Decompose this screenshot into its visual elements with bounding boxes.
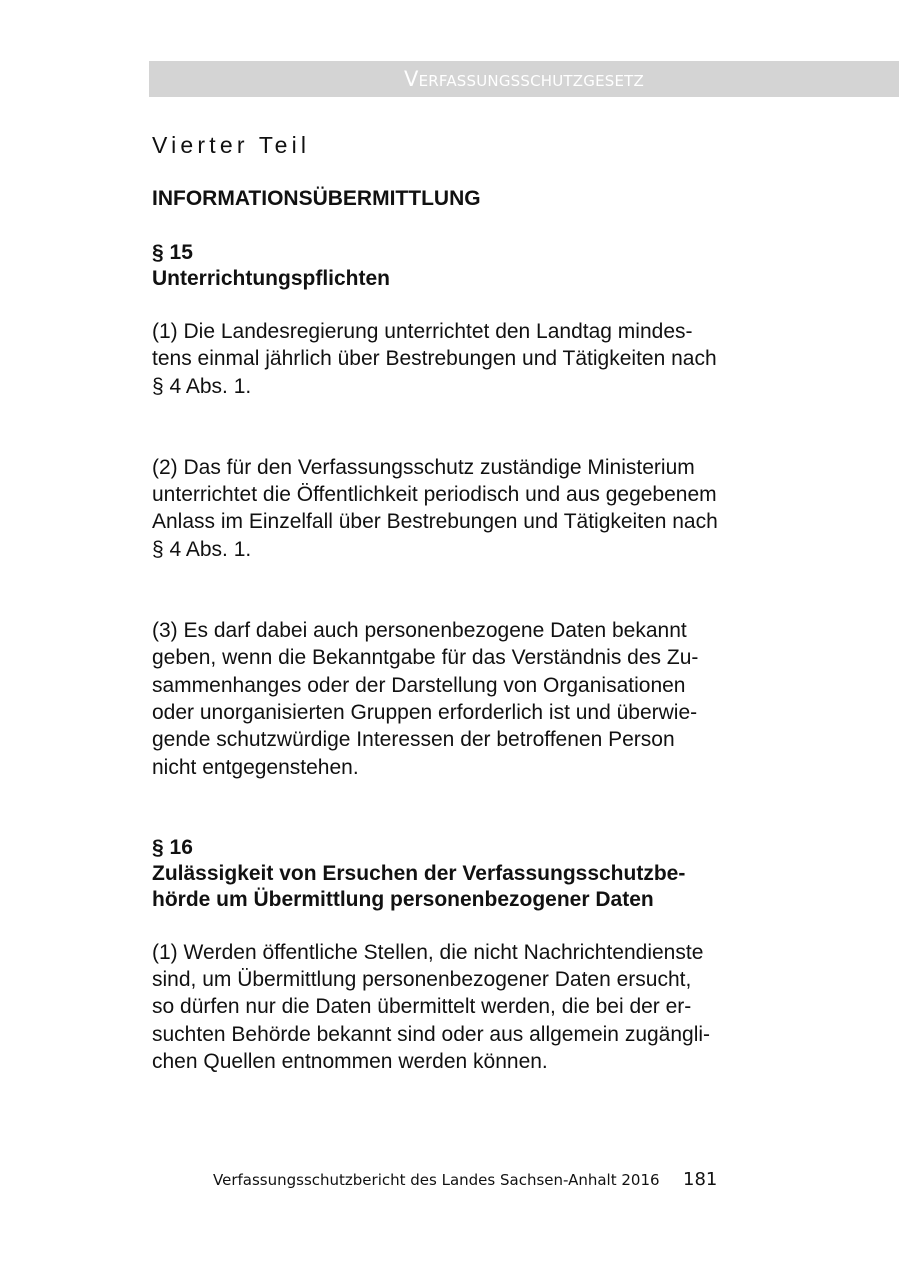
section-title-line: hörde um Übermittlung personenbezogener Daten xyxy=(152,887,654,911)
part-title: Vierter Teil xyxy=(152,132,311,158)
text-line: unterrichtet die Öffentlichkeit periodisch und aus gegebenem xyxy=(152,483,717,507)
text-line: sind, um Übermittlung personenbezogener Daten ersucht, xyxy=(152,968,692,992)
text-line: tens einmal jährlich über Bestrebungen und Tätigkeiten nach xyxy=(152,347,717,371)
text-line: § 4 Abs. 1. xyxy=(152,374,252,398)
text-line: sammenhanges oder der Darstellung von Organisationen xyxy=(152,673,686,697)
text-line: so dürfen nur die Daten übermittelt werden, die bei der er- xyxy=(152,995,692,1019)
chapter-title: INFORMATIONSÜBERMITTLUNG xyxy=(152,187,481,210)
page-body xyxy=(152,130,802,1075)
text-line: oder unorganisierten Gruppen erforderlich ist und überwie- xyxy=(152,700,698,724)
text-line: gende schutzwürdige Interessen der betroffenen Person xyxy=(152,728,675,752)
text-line: suchten Behörde bekannt sind oder aus allgemein zugängli- xyxy=(152,1022,711,1046)
running-header xyxy=(149,61,899,97)
section-15 xyxy=(152,240,802,781)
page-number: 181 xyxy=(683,1169,718,1190)
text-line: (1) Die Landesregierung unterrichtet den Landtag mindes- xyxy=(152,320,693,343)
text-line: geben, wenn die Bekanntgabe für das Verständnis des Zu- xyxy=(152,646,699,670)
section-title xyxy=(152,266,802,292)
text-line: (1) Werden öffentliche Stellen, die nicht Nachrichtendienste xyxy=(152,940,704,964)
paragraph xyxy=(152,617,802,781)
section-title xyxy=(152,861,802,913)
paragraph xyxy=(152,939,802,1075)
text-line: § 4 Abs. 1. xyxy=(152,537,252,561)
running-header-title: Verfassungsschutzgesetz xyxy=(404,67,644,91)
section-16 xyxy=(152,835,802,1075)
page-footer xyxy=(213,1170,733,1194)
paragraph xyxy=(152,454,802,563)
section-number: § 16 xyxy=(152,835,193,859)
text-line: nicht entgegenstehen. xyxy=(152,755,359,779)
text-line: (3) Es darf dabei auch personenbezogene Daten bekannt xyxy=(152,619,687,643)
section-number: § 15 xyxy=(152,241,193,264)
section-title-line: Zulässigkeit von Ersuchen der Verfassungsschutzbe- xyxy=(152,861,686,885)
section-title-line: Unterrichtungspflichten xyxy=(152,267,391,290)
footer-text: Verfassungsschutzbericht des Landes Sachsen-Anhalt 2016 xyxy=(213,1171,660,1189)
text-line: (2) Das für den Verfassungsschutz zuständige Ministerium xyxy=(152,455,695,479)
paragraph xyxy=(152,318,802,400)
text-line: Anlass im Einzelfall über Bestrebungen und Tätigkeiten nach xyxy=(152,510,718,534)
text-line: chen Quellen entnommen werden können. xyxy=(152,1050,548,1074)
